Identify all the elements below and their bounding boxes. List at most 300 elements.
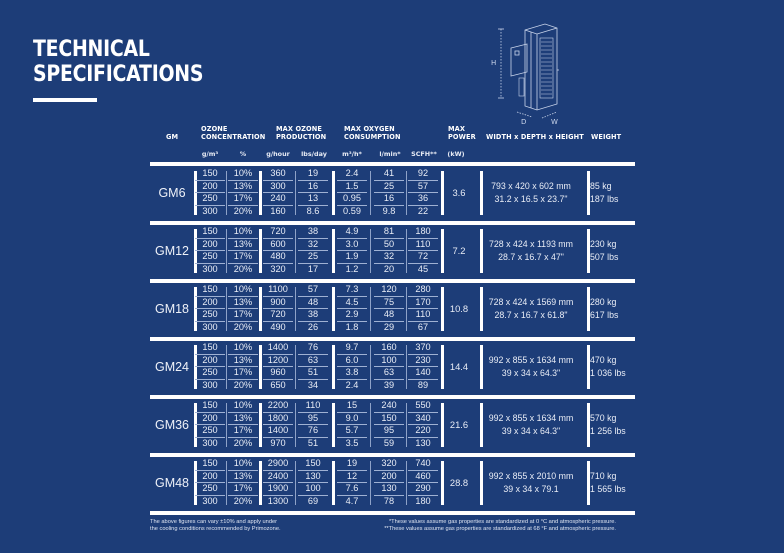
table-cell: 13% bbox=[228, 471, 258, 484]
table-cell: 63 bbox=[374, 367, 404, 380]
table-cell: 120 bbox=[374, 284, 404, 297]
table-cell: 200 bbox=[195, 239, 225, 252]
table-cell: 240 bbox=[263, 193, 293, 206]
table-cell: 320 bbox=[374, 458, 404, 471]
column-divider bbox=[226, 461, 227, 505]
table-cell: 150 bbox=[195, 284, 225, 297]
table-cell: 48 bbox=[374, 309, 404, 322]
table-cell: 34 bbox=[307, 379, 319, 390]
column-divider bbox=[295, 461, 296, 505]
table-cell: 3.0 bbox=[337, 239, 367, 252]
table-cell: 20 bbox=[383, 263, 395, 274]
svg-text:D: D bbox=[521, 118, 527, 125]
ozone-percent-column bbox=[228, 458, 258, 508]
table-cell: 300 bbox=[202, 263, 218, 274]
table-cell: 10% bbox=[228, 458, 258, 471]
table-cell: 57 bbox=[298, 284, 328, 297]
table-cell: 340 bbox=[408, 413, 438, 426]
table-cell: 59 bbox=[383, 437, 395, 448]
table-cell: 720 bbox=[263, 309, 293, 322]
header-weight: WEIGHT bbox=[591, 133, 622, 141]
production-lbs-day-column bbox=[298, 168, 328, 218]
production-lbs-day-column bbox=[298, 284, 328, 334]
column-divider bbox=[226, 403, 227, 447]
table-cell: 36 bbox=[408, 193, 438, 206]
table-cell: 20% bbox=[233, 379, 253, 390]
title-line-1: TECHNICAL bbox=[33, 37, 150, 62]
table-cell: 130 bbox=[415, 437, 431, 448]
table-cell: 180 bbox=[408, 226, 438, 239]
oxygen-m3-h-column bbox=[337, 458, 367, 508]
group-divider bbox=[332, 461, 335, 505]
table-cell: 3.5 bbox=[345, 437, 359, 448]
table-cell: 300 bbox=[263, 181, 293, 194]
table-cell: 1400 bbox=[263, 425, 293, 438]
table-cell: 13% bbox=[228, 355, 258, 368]
table-cell: 200 bbox=[195, 181, 225, 194]
dimensions-value: 992 x 855 x 1634 mm 39 x 34 x 64.3" bbox=[488, 413, 574, 436]
table-cell: 89 bbox=[417, 379, 429, 390]
table-cell: 20% bbox=[233, 495, 253, 506]
table-cell: 72 bbox=[408, 251, 438, 264]
column-divider bbox=[406, 461, 407, 505]
table-cell: 1800 bbox=[263, 413, 293, 426]
table-cell: 2.9 bbox=[337, 309, 367, 322]
table-row-gm36 bbox=[150, 399, 635, 451]
max-power-value: 21.6 bbox=[449, 419, 469, 430]
table-cell: 50 bbox=[374, 239, 404, 252]
header-gm: GM bbox=[166, 133, 179, 141]
oxygen-scfh-column bbox=[408, 168, 438, 218]
oxygen-m3-h-column bbox=[337, 342, 367, 392]
table-cell: 300 bbox=[202, 437, 218, 448]
table-cell: 160 bbox=[374, 342, 404, 355]
oxygen-l-min-column bbox=[374, 284, 404, 334]
table-cell: 38 bbox=[298, 309, 328, 322]
footnote-right: *These values assume gas properties are standardized at 0 °C and atmospheric pressure. **These values assume gas properties are standardized at 68 °F and atmospheric pressure. bbox=[384, 519, 616, 532]
table-cell: 200 bbox=[374, 471, 404, 484]
column-divider bbox=[370, 461, 371, 505]
oxygen-l-min-column bbox=[374, 458, 404, 508]
table-cell: 38 bbox=[298, 226, 328, 239]
table-cell: 250 bbox=[195, 193, 225, 206]
table-cell: 1100 bbox=[263, 284, 293, 297]
header-ozone-concentration: OZONE CONCENTRATION bbox=[201, 125, 266, 141]
table-cell: 10% bbox=[228, 226, 258, 239]
table-cell: 39 bbox=[383, 379, 395, 390]
max-power-value: 28.8 bbox=[449, 477, 469, 488]
ozone-generator-cabinet-icon bbox=[487, 20, 577, 125]
table-cell: 20% bbox=[233, 263, 253, 274]
table-cell: 13% bbox=[228, 239, 258, 252]
ozone-percent-column bbox=[228, 342, 258, 392]
table-cell: 0.59 bbox=[343, 205, 361, 216]
table-cell: 150 bbox=[195, 458, 225, 471]
table-cell: 110 bbox=[408, 239, 438, 252]
footnote-left: The above figures can vary ±10% and apply under the cooling conditions recommended by Primozone. bbox=[150, 519, 281, 532]
group-divider bbox=[332, 171, 335, 215]
table-cell: 900 bbox=[263, 297, 293, 310]
oxygen-m3-h-column bbox=[337, 400, 367, 450]
max-power-value: 10.8 bbox=[449, 303, 469, 314]
table-cell: 63 bbox=[298, 355, 328, 368]
table-cell: 1.2 bbox=[345, 263, 359, 274]
model-name: GM12 bbox=[154, 244, 190, 258]
table-cell: 250 bbox=[195, 367, 225, 380]
table-cell: 200 bbox=[195, 471, 225, 484]
table-cell: 250 bbox=[195, 483, 225, 496]
table-cell: 19 bbox=[298, 168, 328, 181]
column-divider bbox=[226, 229, 227, 273]
table-cell: 490 bbox=[270, 321, 286, 332]
table-cell: 32 bbox=[298, 239, 328, 252]
oxygen-scfh-column bbox=[408, 226, 438, 276]
production-g-hour-column bbox=[263, 284, 293, 334]
table-cell: 41 bbox=[374, 168, 404, 181]
table-cell: 7.6 bbox=[337, 483, 367, 496]
table-cell: 7.3 bbox=[337, 284, 367, 297]
ozone-g-m3-column bbox=[195, 284, 225, 334]
table-cell: 69 bbox=[307, 495, 319, 506]
group-divider bbox=[332, 287, 335, 331]
table-cell: 250 bbox=[195, 425, 225, 438]
table-cell: 480 bbox=[263, 251, 293, 264]
table-cell: 76 bbox=[298, 342, 328, 355]
unit-lbs-day: lbs/day bbox=[301, 150, 327, 158]
table-cell: 32 bbox=[374, 251, 404, 264]
column-divider bbox=[370, 403, 371, 447]
table-row-gm12 bbox=[150, 225, 635, 277]
table-cell: 100 bbox=[298, 483, 328, 496]
table-cell: 1.8 bbox=[345, 321, 359, 332]
table-cell: 6.0 bbox=[337, 355, 367, 368]
table-cell: 300 bbox=[202, 379, 218, 390]
table-row-gm24 bbox=[150, 341, 635, 393]
model-name: GM48 bbox=[154, 476, 190, 490]
dimensions-value: 992 x 855 x 2010 mm 39 x 34 x 79.1 bbox=[488, 471, 574, 494]
column-divider bbox=[295, 229, 296, 273]
weight-value: 470 kg 1 036 lbs bbox=[590, 355, 626, 378]
table-cell: 970 bbox=[270, 437, 286, 448]
oxygen-l-min-column bbox=[374, 168, 404, 218]
table-cell: 140 bbox=[408, 367, 438, 380]
oxygen-scfh-column bbox=[408, 458, 438, 508]
ozone-g-m3-column bbox=[195, 458, 225, 508]
table-row-gm18 bbox=[150, 283, 635, 335]
page-title bbox=[33, 37, 203, 87]
table-cell: 19 bbox=[337, 458, 367, 471]
unit-m3-h: m³/h* bbox=[342, 150, 362, 158]
table-cell: 95 bbox=[374, 425, 404, 438]
unit-g-hour: g/hour bbox=[266, 150, 290, 158]
unit-kw: (kW) bbox=[447, 150, 465, 158]
table-cell: 13 bbox=[298, 193, 328, 206]
table-cell: 26 bbox=[307, 321, 319, 332]
oxygen-l-min-column bbox=[374, 400, 404, 450]
column-divider bbox=[370, 287, 371, 331]
group-divider bbox=[259, 287, 262, 331]
table-cell: 1.5 bbox=[337, 181, 367, 194]
table-cell: 17% bbox=[228, 251, 258, 264]
table-cell: 250 bbox=[195, 251, 225, 264]
production-lbs-day-column bbox=[298, 458, 328, 508]
table-cell: 10% bbox=[228, 284, 258, 297]
table-cell: 150 bbox=[374, 413, 404, 426]
table-cell: 220 bbox=[408, 425, 438, 438]
production-g-hour-column bbox=[263, 168, 293, 218]
table-cell: 3.8 bbox=[337, 367, 367, 380]
column-divider bbox=[370, 345, 371, 389]
ozone-g-m3-column bbox=[195, 400, 225, 450]
dimensions-value: 728 x 424 x 1193 mm 28.7 x 16.7 x 47" bbox=[489, 239, 573, 262]
model-name: GM36 bbox=[154, 418, 190, 432]
group-divider bbox=[259, 345, 262, 389]
table-cell: 92 bbox=[408, 168, 438, 181]
column-divider bbox=[226, 287, 227, 331]
table-cell: 16 bbox=[298, 181, 328, 194]
group-divider bbox=[332, 345, 335, 389]
column-divider bbox=[370, 171, 371, 215]
dimensions-value: 992 x 855 x 1634 mm 39 x 34 x 64.3" bbox=[488, 355, 574, 378]
table-cell: 10% bbox=[228, 400, 258, 413]
table-cell: 200 bbox=[195, 355, 225, 368]
table-cell: 110 bbox=[298, 400, 328, 413]
table-cell: 160 bbox=[270, 205, 286, 216]
table-cell: 4.7 bbox=[345, 495, 359, 506]
table-cell: 370 bbox=[408, 342, 438, 355]
table-cell: 29 bbox=[383, 321, 395, 332]
weight-value: 85 kg 187 lbs bbox=[590, 181, 619, 204]
column-divider bbox=[370, 229, 371, 273]
table-cell: 2.4 bbox=[345, 379, 359, 390]
table-row-gm6 bbox=[150, 167, 635, 219]
table-cell: 0.95 bbox=[337, 193, 367, 206]
table-cell: 300 bbox=[202, 205, 218, 216]
group-divider bbox=[259, 229, 262, 273]
header-max-power: MAX POWER bbox=[448, 125, 476, 141]
title-underline bbox=[33, 98, 97, 102]
table-cell: 650 bbox=[270, 379, 286, 390]
table-cell: 17 bbox=[307, 263, 319, 274]
table-cell: 75 bbox=[374, 297, 404, 310]
table-cell: 16 bbox=[374, 193, 404, 206]
column-divider bbox=[406, 403, 407, 447]
table-cell: 300 bbox=[202, 495, 218, 506]
table-cell: 460 bbox=[408, 471, 438, 484]
table-cell: 150 bbox=[195, 226, 225, 239]
dimensions-value: 793 x 420 x 602 mm 31.2 x 16.5 x 23.7" bbox=[491, 181, 571, 204]
table-cell: 51 bbox=[307, 437, 319, 448]
table-cell: 960 bbox=[263, 367, 293, 380]
model-name: GM18 bbox=[154, 302, 190, 316]
table-cell: 25 bbox=[374, 181, 404, 194]
column-divider bbox=[295, 287, 296, 331]
table-cell: 280 bbox=[408, 284, 438, 297]
oxygen-scfh-column bbox=[408, 284, 438, 334]
table-cell: 200 bbox=[195, 413, 225, 426]
table-cell: 1300 bbox=[267, 495, 289, 506]
ozone-percent-column bbox=[228, 400, 258, 450]
table-cell: 150 bbox=[298, 458, 328, 471]
table-cell: 10% bbox=[228, 342, 258, 355]
dimensions-value: 728 x 424 x 1569 mm 28.7 x 16.7 x 61.8" bbox=[488, 297, 574, 320]
table-cell: 17% bbox=[228, 425, 258, 438]
table-cell: 20% bbox=[233, 321, 253, 332]
ozone-g-m3-column bbox=[195, 168, 225, 218]
table-cell: 8.6 bbox=[306, 205, 320, 216]
oxygen-m3-h-column bbox=[337, 284, 367, 334]
table-cell: 200 bbox=[195, 297, 225, 310]
table-cell: 240 bbox=[374, 400, 404, 413]
oxygen-m3-h-column bbox=[337, 226, 367, 276]
table-cell: 4.5 bbox=[337, 297, 367, 310]
table-cell: 290 bbox=[408, 483, 438, 496]
unit-percent: % bbox=[239, 150, 247, 158]
table-cell: 5.7 bbox=[337, 425, 367, 438]
table-cell: 48 bbox=[298, 297, 328, 310]
table-cell: 9.7 bbox=[337, 342, 367, 355]
unit-g-m3: g/m³ bbox=[201, 150, 219, 158]
column-divider bbox=[226, 345, 227, 389]
table-cell: 76 bbox=[298, 425, 328, 438]
unit-scfh: SCFH** bbox=[411, 150, 437, 158]
max-power-value: 7.2 bbox=[452, 245, 466, 256]
table-cell: 100 bbox=[374, 355, 404, 368]
table-cell: 20% bbox=[233, 437, 253, 448]
table-cell: 12 bbox=[337, 471, 367, 484]
table-cell: 110 bbox=[408, 309, 438, 322]
ozone-percent-column bbox=[228, 168, 258, 218]
table-cell: 13% bbox=[228, 297, 258, 310]
table-cell: 2900 bbox=[263, 458, 293, 471]
oxygen-scfh-column bbox=[408, 400, 438, 450]
ozone-percent-column bbox=[228, 226, 258, 276]
oxygen-scfh-column bbox=[408, 342, 438, 392]
oxygen-l-min-column bbox=[374, 226, 404, 276]
table-row-gm48 bbox=[150, 457, 635, 509]
table-cell: 15 bbox=[337, 400, 367, 413]
table-cell: 2400 bbox=[263, 471, 293, 484]
table-cell: 17% bbox=[228, 309, 258, 322]
model-name: GM6 bbox=[158, 186, 186, 200]
column-divider bbox=[295, 171, 296, 215]
table-cell: 740 bbox=[408, 458, 438, 471]
weight-value: 280 kg 617 lbs bbox=[590, 297, 619, 320]
production-lbs-day-column bbox=[298, 342, 328, 392]
table-cell: 170 bbox=[408, 297, 438, 310]
oxygen-m3-h-column bbox=[337, 168, 367, 218]
table-cell: 13% bbox=[228, 181, 258, 194]
column-divider bbox=[406, 345, 407, 389]
table-cell: 1400 bbox=[263, 342, 293, 355]
table-cell: 10% bbox=[228, 168, 258, 181]
table-cell: 17% bbox=[228, 483, 258, 496]
svg-text:H: H bbox=[491, 59, 497, 67]
table-cell: 57 bbox=[408, 181, 438, 194]
weight-value: 710 kg 1 565 lbs bbox=[590, 471, 626, 494]
table-cell: 2.4 bbox=[337, 168, 367, 181]
group-divider bbox=[259, 171, 262, 215]
group-divider bbox=[332, 229, 335, 273]
table-cell: 720 bbox=[263, 226, 293, 239]
table-cell: 150 bbox=[195, 342, 225, 355]
column-divider bbox=[295, 403, 296, 447]
table-cell: 81 bbox=[374, 226, 404, 239]
weight-value: 570 kg 1 256 lbs bbox=[590, 413, 626, 436]
production-lbs-day-column bbox=[298, 400, 328, 450]
table-cell: 67 bbox=[417, 321, 429, 332]
unit-l-min: l/min* bbox=[379, 150, 401, 158]
table-cell: 1.9 bbox=[337, 251, 367, 264]
title-line-2: SPECIFICATIONS bbox=[33, 62, 204, 87]
table-cell: 78 bbox=[383, 495, 395, 506]
table-cell: 1200 bbox=[263, 355, 293, 368]
ozone-percent-column bbox=[228, 284, 258, 334]
table-cell: 45 bbox=[417, 263, 429, 274]
row-rule bbox=[150, 511, 635, 515]
table-cell: 150 bbox=[195, 168, 225, 181]
group-divider bbox=[259, 403, 262, 447]
table-cell: 180 bbox=[415, 495, 431, 506]
header-dimensions: WIDTH x DEPTH x HEIGHT bbox=[486, 133, 584, 141]
production-g-hour-column bbox=[263, 458, 293, 508]
header-max-oxygen-consumption: MAX OXYGEN CONSUMPTION bbox=[344, 125, 401, 141]
weight-value: 230 kg 507 lbs bbox=[590, 239, 619, 262]
column-divider bbox=[226, 171, 227, 215]
model-name: GM24 bbox=[154, 360, 190, 374]
table-cell: 22 bbox=[417, 205, 429, 216]
table-cell: 25 bbox=[298, 251, 328, 264]
table-cell: 250 bbox=[195, 309, 225, 322]
table-cell: 600 bbox=[263, 239, 293, 252]
table-cell: 51 bbox=[298, 367, 328, 380]
production-g-hour-column bbox=[263, 342, 293, 392]
column-divider bbox=[295, 345, 296, 389]
group-divider bbox=[259, 461, 262, 505]
table-cell: 17% bbox=[228, 193, 258, 206]
table-cell: 95 bbox=[298, 413, 328, 426]
header-rule bbox=[150, 162, 635, 166]
max-power-value: 3.6 bbox=[452, 187, 466, 198]
column-divider bbox=[406, 171, 407, 215]
table-cell: 1900 bbox=[263, 483, 293, 496]
max-power-value: 14.4 bbox=[449, 361, 469, 372]
table-cell: 150 bbox=[195, 400, 225, 413]
table-cell: 17% bbox=[228, 367, 258, 380]
group-divider bbox=[332, 403, 335, 447]
table-cell: 130 bbox=[298, 471, 328, 484]
oxygen-l-min-column bbox=[374, 342, 404, 392]
table-cell: 360 bbox=[263, 168, 293, 181]
svg-text:W: W bbox=[551, 118, 558, 125]
table-cell: 300 bbox=[202, 321, 218, 332]
table-cell: 320 bbox=[270, 263, 286, 274]
header-max-ozone-production: MAX OZONE PRODUCTION bbox=[276, 125, 327, 141]
table-cell: 2200 bbox=[263, 400, 293, 413]
column-divider bbox=[406, 287, 407, 331]
table-cell: 9.0 bbox=[337, 413, 367, 426]
ozone-g-m3-column bbox=[195, 226, 225, 276]
table-cell: 9.8 bbox=[382, 205, 396, 216]
table-cell: 20% bbox=[233, 205, 253, 216]
table-cell: 550 bbox=[408, 400, 438, 413]
column-divider bbox=[406, 229, 407, 273]
ozone-g-m3-column bbox=[195, 342, 225, 392]
table-cell: 230 bbox=[408, 355, 438, 368]
production-g-hour-column bbox=[263, 226, 293, 276]
production-g-hour-column bbox=[263, 400, 293, 450]
production-lbs-day-column bbox=[298, 226, 328, 276]
